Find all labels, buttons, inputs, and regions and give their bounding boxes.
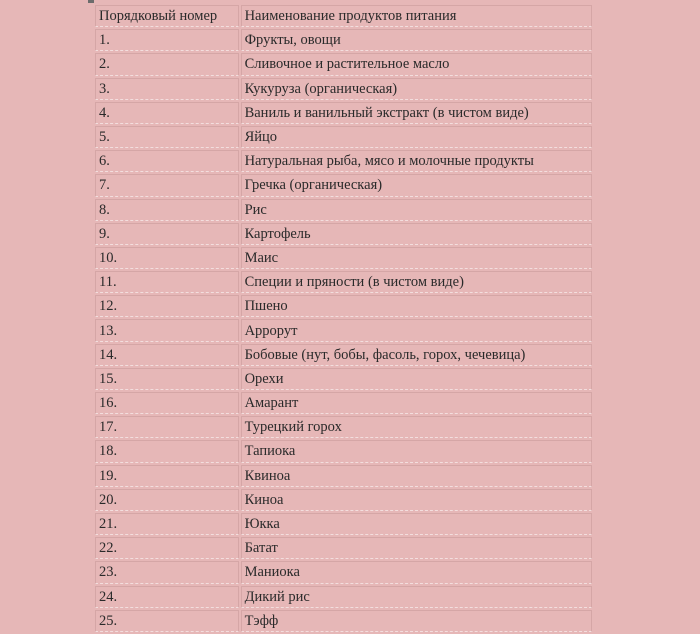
row-name: Ваниль и ванильный экстракт (в чистом виде) — [241, 102, 592, 124]
row-name: Пшено — [241, 295, 592, 317]
row-number: 3. — [95, 78, 239, 100]
table-header-row — [95, 5, 592, 27]
row-name: Турецкий горох — [241, 416, 592, 438]
row-number: 18. — [95, 440, 239, 462]
row-number: 25. — [95, 610, 239, 632]
row-name: Яйцо — [241, 126, 592, 148]
row-name: Киноа — [241, 489, 592, 511]
table-row — [95, 561, 592, 583]
table-row — [95, 150, 592, 172]
row-number: 1. — [95, 29, 239, 51]
row-number: 4. — [95, 102, 239, 124]
food-products-table — [93, 3, 594, 634]
table-row — [95, 126, 592, 148]
row-name: Сливочное и растительное масло — [241, 53, 592, 75]
row-name: Гречка (органическая) — [241, 174, 592, 196]
table-row — [95, 247, 592, 269]
table-row — [95, 440, 592, 462]
table-row — [95, 513, 592, 535]
table-row — [95, 610, 592, 632]
table-row — [95, 392, 592, 414]
table-row — [95, 416, 592, 438]
row-number: 5. — [95, 126, 239, 148]
row-name: Фрукты, овощи — [241, 29, 592, 51]
row-name: Кукуруза (органическая) — [241, 78, 592, 100]
row-number: 13. — [95, 319, 239, 341]
row-number: 17. — [95, 416, 239, 438]
row-name: Картофель — [241, 223, 592, 245]
row-number: 10. — [95, 247, 239, 269]
row-number: 21. — [95, 513, 239, 535]
row-name: Тапиока — [241, 440, 592, 462]
row-name: Батат — [241, 537, 592, 559]
row-name: Натуральная рыба, мясо и молочные продукты — [241, 150, 592, 172]
row-name: Рис — [241, 199, 592, 221]
table-row — [95, 223, 592, 245]
row-name: Специи и пряности (в чистом виде) — [241, 271, 592, 293]
table-row — [95, 586, 592, 608]
table-row — [95, 78, 592, 100]
row-number: 19. — [95, 465, 239, 487]
row-name: Маис — [241, 247, 592, 269]
row-number: 8. — [95, 199, 239, 221]
row-name: Квиноа — [241, 465, 592, 487]
row-name: Амарант — [241, 392, 592, 414]
table-row — [95, 174, 592, 196]
row-name: Тэфф — [241, 610, 592, 632]
header-name: Наименование продуктов питания — [241, 5, 592, 27]
table-body — [95, 5, 592, 632]
row-name: Дикий рис — [241, 586, 592, 608]
row-number: 11. — [95, 271, 239, 293]
row-number: 24. — [95, 586, 239, 608]
table-row — [95, 344, 592, 366]
header-number: Порядковый номер — [95, 5, 239, 27]
row-name: Юкка — [241, 513, 592, 535]
row-number: 15. — [95, 368, 239, 390]
row-number: 12. — [95, 295, 239, 317]
row-number: 22. — [95, 537, 239, 559]
row-name: Орехи — [241, 368, 592, 390]
row-number: 2. — [95, 53, 239, 75]
row-name: Бобовые (нут, бобы, фасоль, горох, чечевица) — [241, 344, 592, 366]
row-name: Аррорут — [241, 319, 592, 341]
table-row — [95, 368, 592, 390]
row-number: 23. — [95, 561, 239, 583]
row-number: 7. — [95, 174, 239, 196]
table-row — [95, 319, 592, 341]
table-row — [95, 537, 592, 559]
row-number: 14. — [95, 344, 239, 366]
table-row — [95, 295, 592, 317]
row-number: 20. — [95, 489, 239, 511]
table-row — [95, 102, 592, 124]
table-row — [95, 53, 592, 75]
row-number: 6. — [95, 150, 239, 172]
table-row — [95, 489, 592, 511]
table-row — [95, 271, 592, 293]
row-number: 9. — [95, 223, 239, 245]
row-name: Маниока — [241, 561, 592, 583]
table-row — [95, 29, 592, 51]
row-number: 16. — [95, 392, 239, 414]
table-row — [95, 465, 592, 487]
table-row — [95, 199, 592, 221]
